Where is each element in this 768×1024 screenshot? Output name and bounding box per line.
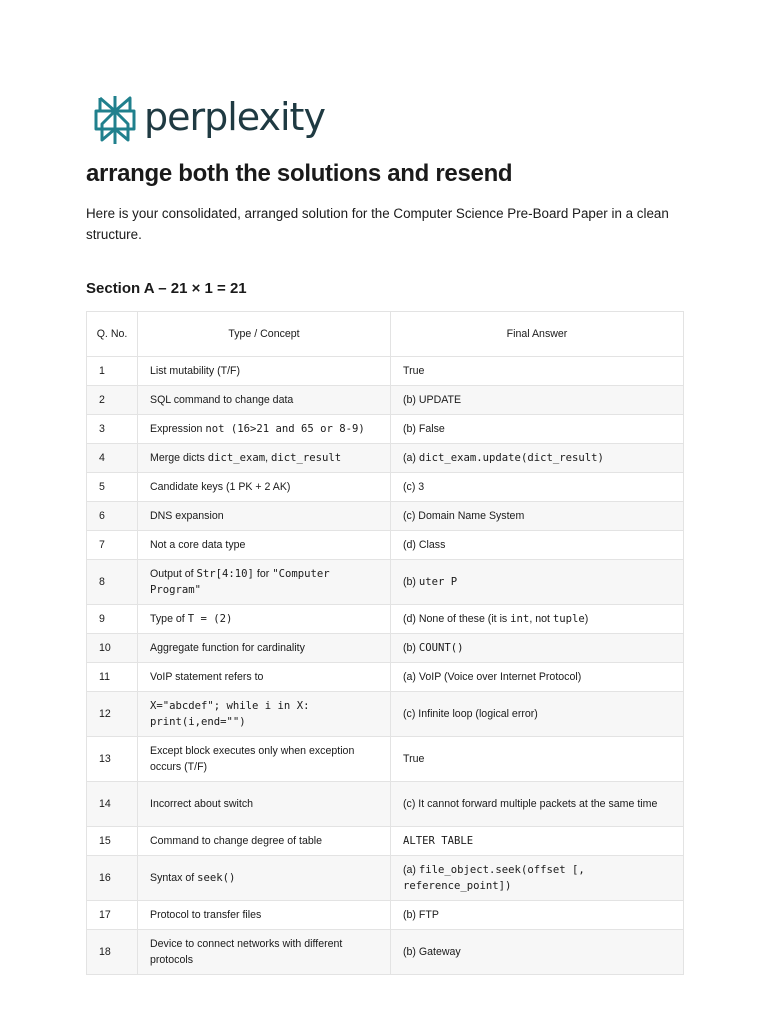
cell-text: Aggregate function for cardinality bbox=[150, 641, 305, 654]
table-header-row bbox=[87, 312, 684, 357]
cell-answer bbox=[391, 663, 684, 692]
cell-concept bbox=[138, 531, 391, 560]
perplexity-logo bbox=[94, 94, 325, 146]
cell-text: (a) VoIP (Voice over Internet Protocol) bbox=[403, 670, 582, 683]
cell-text: SQL command to change data bbox=[150, 393, 294, 406]
cell-text: (c) Domain Name System bbox=[403, 509, 525, 522]
cell-text: (b) UPDATE bbox=[403, 393, 462, 406]
cell-qno: 12 bbox=[87, 692, 138, 737]
cell-qno: 4 bbox=[87, 444, 138, 473]
table-row bbox=[87, 502, 684, 531]
cell-text: VoIP statement refers to bbox=[150, 670, 264, 683]
cell-text: , bbox=[265, 451, 271, 464]
inline-code: "Computer Program" bbox=[150, 567, 330, 596]
table-row bbox=[87, 357, 684, 386]
inline-code: dict_exam.update(dict_result) bbox=[418, 451, 604, 464]
cell-text: (b) bbox=[403, 575, 419, 588]
cell-qno: 9 bbox=[87, 605, 138, 634]
cell-text: (a) bbox=[403, 863, 419, 876]
cell-text: Expression bbox=[150, 422, 206, 435]
cell-concept bbox=[138, 415, 391, 444]
cell-concept bbox=[138, 856, 391, 901]
cell-concept bbox=[138, 357, 391, 386]
cell-answer bbox=[391, 782, 684, 827]
cell-qno: 6 bbox=[87, 502, 138, 531]
cell-concept bbox=[138, 663, 391, 692]
table-row bbox=[87, 634, 684, 663]
cell-answer bbox=[391, 605, 684, 634]
cell-text: Device to connect networks with different protocols bbox=[150, 937, 343, 966]
cell-answer bbox=[391, 531, 684, 560]
cell-text: Protocol to transfer files bbox=[150, 908, 262, 921]
cell-answer bbox=[391, 856, 684, 901]
cell-concept bbox=[138, 560, 391, 605]
inline-code: seek() bbox=[197, 871, 236, 884]
cell-qno: 11 bbox=[87, 663, 138, 692]
cell-concept bbox=[138, 634, 391, 663]
cell-concept bbox=[138, 386, 391, 415]
cell-concept bbox=[138, 473, 391, 502]
cell-qno: 16 bbox=[87, 856, 138, 901]
table-row bbox=[87, 901, 684, 930]
answers-table bbox=[86, 311, 684, 975]
cell-answer bbox=[391, 473, 684, 502]
table-row bbox=[87, 930, 684, 975]
cell-answer bbox=[391, 692, 684, 737]
cell-text: (c) 3 bbox=[403, 480, 425, 493]
cell-qno: 15 bbox=[87, 827, 138, 856]
cell-text: for bbox=[253, 567, 273, 580]
cell-answer bbox=[391, 560, 684, 605]
cell-text: (a) bbox=[403, 451, 419, 464]
cell-text: (b) False bbox=[403, 422, 445, 435]
cell-text: (c) Infinite loop (logical error) bbox=[403, 707, 538, 720]
inline-code: X="abcdef"; while i in X: print(i,end="") bbox=[150, 699, 310, 728]
cell-answer bbox=[391, 634, 684, 663]
header-concept: Type / Concept bbox=[138, 312, 391, 357]
answers-table-body bbox=[87, 357, 684, 975]
table-row bbox=[87, 782, 684, 827]
cell-concept bbox=[138, 737, 391, 782]
inline-code: ALTER TABLE bbox=[403, 834, 474, 847]
inline-code: Str[4:10] bbox=[196, 567, 254, 580]
cell-text: Syntax of bbox=[150, 871, 198, 884]
cell-qno: 10 bbox=[87, 634, 138, 663]
cell-qno: 13 bbox=[87, 737, 138, 782]
inline-code: dict_exam bbox=[207, 451, 266, 464]
perplexity-logo-icon bbox=[94, 94, 136, 146]
cell-concept bbox=[138, 782, 391, 827]
table-row bbox=[87, 473, 684, 502]
inline-code: T = (2) bbox=[187, 612, 233, 625]
cell-answer bbox=[391, 930, 684, 975]
cell-concept bbox=[138, 901, 391, 930]
cell-qno: 1 bbox=[87, 357, 138, 386]
brand-name: perplexity bbox=[144, 95, 325, 139]
header-qno: Q. No. bbox=[87, 312, 138, 357]
cell-text: Except block executes only when exception occurs (T/F) bbox=[150, 744, 355, 773]
cell-answer bbox=[391, 827, 684, 856]
table-row bbox=[87, 663, 684, 692]
section-title: Section A – 21 × 1 = 21 bbox=[86, 280, 247, 297]
inline-code: tuple bbox=[552, 612, 585, 625]
cell-answer bbox=[391, 357, 684, 386]
cell-text: Merge dicts bbox=[150, 451, 208, 464]
cell-text: Type of bbox=[150, 612, 188, 625]
inline-code: dict_result bbox=[271, 451, 342, 464]
cell-text: (d) None of these (it is bbox=[403, 612, 511, 625]
cell-qno: 2 bbox=[87, 386, 138, 415]
cell-answer bbox=[391, 502, 684, 531]
header-answer: Final Answer bbox=[391, 312, 684, 357]
cell-text: (b) bbox=[403, 641, 419, 654]
cell-text: Candidate keys (1 PK + 2 AK) bbox=[150, 480, 291, 493]
cell-text: Not a core data type bbox=[150, 538, 246, 551]
cell-text: Output of bbox=[150, 567, 197, 580]
cell-text: (d) Class bbox=[403, 538, 446, 551]
table-row bbox=[87, 415, 684, 444]
cell-text: , not bbox=[529, 612, 553, 625]
cell-concept bbox=[138, 692, 391, 737]
cell-qno: 3 bbox=[87, 415, 138, 444]
cell-qno: 8 bbox=[87, 560, 138, 605]
table-row bbox=[87, 605, 684, 634]
inline-code: file_object.seek(offset [, reference_point]) bbox=[403, 863, 585, 892]
cell-text: Incorrect about switch bbox=[150, 797, 254, 810]
table-row bbox=[87, 444, 684, 473]
cell-qno: 5 bbox=[87, 473, 138, 502]
cell-answer bbox=[391, 415, 684, 444]
inline-code: COUNT() bbox=[418, 641, 464, 654]
cell-concept bbox=[138, 930, 391, 975]
table-row bbox=[87, 692, 684, 737]
cell-text: (c) It cannot forward multiple packets at the same time bbox=[403, 797, 658, 810]
cell-qno: 18 bbox=[87, 930, 138, 975]
cell-answer bbox=[391, 737, 684, 782]
table-row bbox=[87, 560, 684, 605]
table-row bbox=[87, 386, 684, 415]
table-row bbox=[87, 531, 684, 560]
cell-qno: 7 bbox=[87, 531, 138, 560]
cell-qno: 17 bbox=[87, 901, 138, 930]
page-title: arrange both the solutions and resend bbox=[86, 160, 513, 187]
cell-qno: 14 bbox=[87, 782, 138, 827]
cell-concept bbox=[138, 502, 391, 531]
table-row bbox=[87, 737, 684, 782]
cell-text: True bbox=[403, 364, 425, 377]
inline-code: uter P bbox=[418, 575, 458, 588]
table-row bbox=[87, 856, 684, 901]
cell-answer bbox=[391, 901, 684, 930]
cell-text: ) bbox=[584, 612, 589, 625]
cell-answer bbox=[391, 444, 684, 473]
cell-text: (b) Gateway bbox=[403, 945, 461, 958]
cell-concept bbox=[138, 827, 391, 856]
cell-text: List mutability (T/F) bbox=[150, 364, 241, 377]
cell-concept bbox=[138, 605, 391, 634]
cell-text: (b) FTP bbox=[403, 908, 439, 921]
intro-text: Here is your consolidated, arranged solution for the Computer Science Pre-Board Paper in a clean structure. bbox=[86, 206, 669, 242]
cell-concept bbox=[138, 444, 391, 473]
table-row bbox=[87, 827, 684, 856]
cell-text: DNS expansion bbox=[150, 509, 224, 522]
cell-text: True bbox=[403, 752, 425, 765]
cell-text: Command to change degree of table bbox=[150, 834, 322, 847]
inline-code: int bbox=[510, 612, 530, 625]
cell-answer bbox=[391, 386, 684, 415]
inline-code: not (16>21 and 65 or 8-9) bbox=[205, 422, 365, 435]
